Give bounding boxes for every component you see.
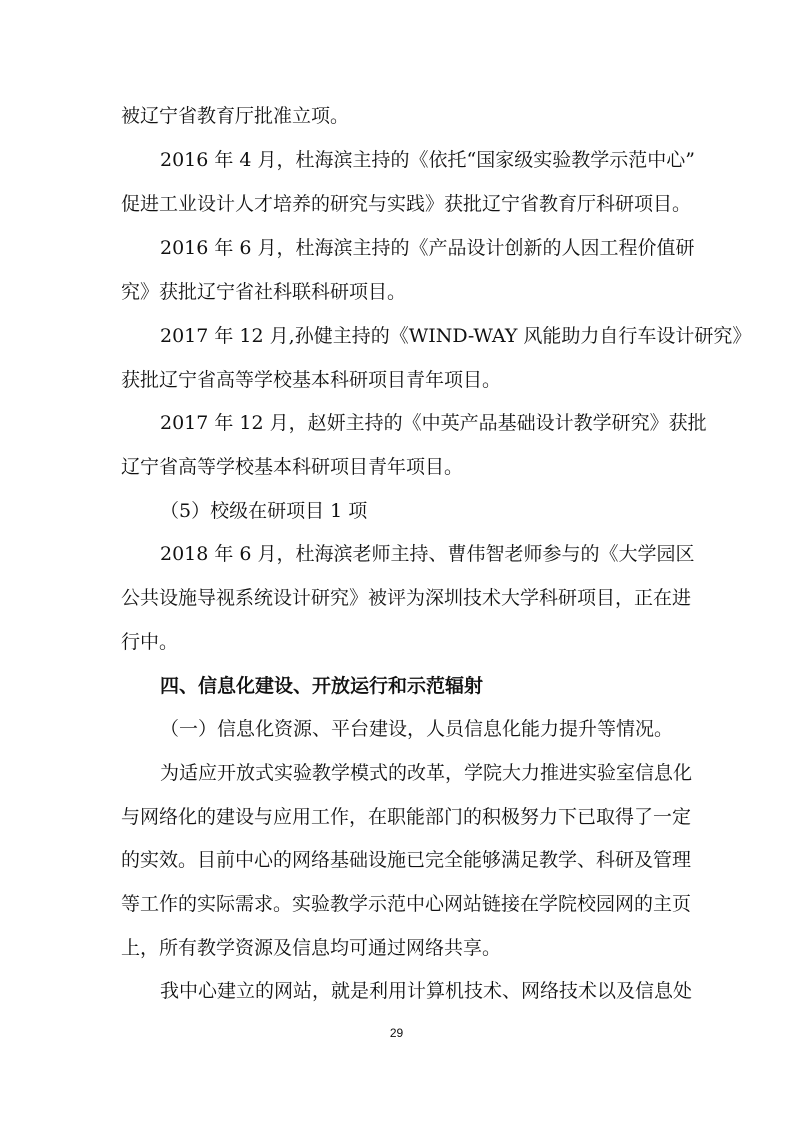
paragraph-line: 究》获批辽宁省社科联科研项目。 xyxy=(121,281,407,303)
paragraph-line: 2017 年 12 月,孙健主持的《WIND-WAY 风能助力自行车设计研究》 xyxy=(160,325,752,347)
subsection-heading: （5）校级在研项目 1 项 xyxy=(160,500,368,522)
paragraph-line: 的实效。目前中心的网络基础设施已完全能够满足教学、科研及管理 xyxy=(121,849,692,871)
paragraph-line: 上，所有教学资源及信息均可通过网络共享。 xyxy=(121,937,502,959)
paragraph-line: 为适应开放式实验教学模式的改革，学院大力推进实验室信息化 xyxy=(160,762,693,784)
paragraph-line: 2018 年 6 月，杜海滨老师主持、曹伟智老师参与的《大学园区 xyxy=(160,543,695,565)
page-number: 29 xyxy=(389,1026,404,1040)
paragraph-line: 促进工业设计人才培养的研究与实践》获批辽宁省教育厅科研项目。 xyxy=(121,193,692,215)
paragraph-line: 获批辽宁省高等学校基本科研项目青年项目。 xyxy=(121,369,502,391)
section-heading: 四、信息化建设、开放运行和示范辐射 xyxy=(160,675,484,697)
paragraph-line: 行中。 xyxy=(121,631,179,653)
paragraph-line: 2016 年 4 月，杜海滨主持的《依托“国家级实验教学示范中心” xyxy=(160,149,695,171)
paragraph-line: 等工作的实际需求。实验教学示范中心网站链接在学院校园网的主页 xyxy=(121,893,692,915)
paragraph-line: 被辽宁省教育厅批准立项。 xyxy=(121,105,350,127)
paragraph-line: 辽宁省高等学校基本科研项目青年项目。 xyxy=(121,456,464,478)
paragraph-line: 我中心建立的网站，就是利用计算机技术、网络技术以及信息处 xyxy=(160,980,693,1002)
paragraph-line: 2016 年 6 月，杜海滨主持的《产品设计创新的人因工程价值研 xyxy=(160,237,695,259)
paragraph-line: 2017 年 12 月，赵妍主持的《中英产品基础设计教学研究》获批 xyxy=(160,412,707,434)
paragraph-line: 与网络化的建设与应用工作，在职能部门的积极努力下已取得了一定 xyxy=(121,806,692,828)
paragraph-line: 公共设施导视系统设计研究》被评为深圳技术大学科研项目，正在进 xyxy=(121,587,692,609)
subsection-heading: （一）信息化资源、平台建设，人员信息化能力提升等情况。 xyxy=(160,718,674,740)
